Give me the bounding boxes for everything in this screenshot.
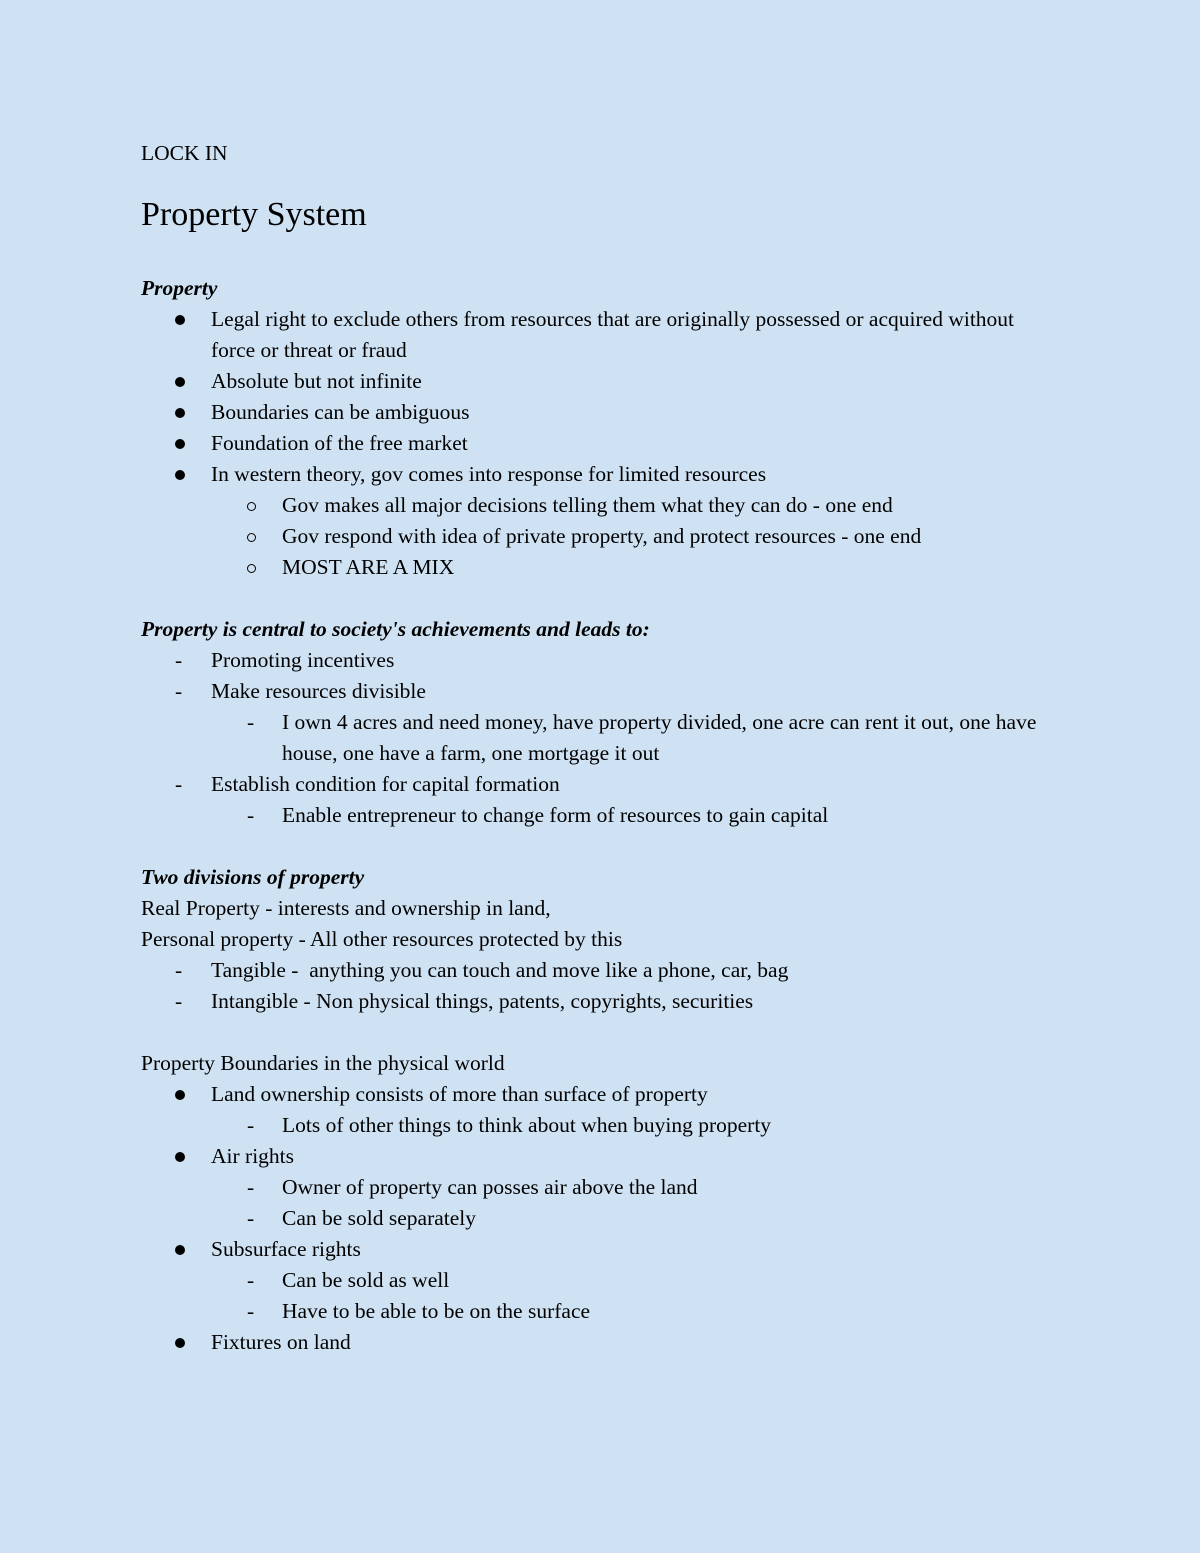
bullet-circle-icon [247, 564, 256, 573]
divisions-list [141, 955, 1081, 1017]
bullet-circle-icon [247, 502, 256, 511]
list-item-text: Can be sold separately [282, 1206, 477, 1230]
spacer [141, 831, 1081, 862]
list-item [141, 521, 1081, 552]
document-page [141, 138, 1081, 1358]
dash-bullet-icon: - [247, 1299, 255, 1323]
list-item-text: Land ownership consists of more than surface of property [211, 1082, 708, 1106]
bullet-dot-icon [175, 1245, 185, 1255]
list-item [141, 955, 1081, 986]
header-label: LOCK IN [141, 141, 228, 165]
page-title: Property System [141, 196, 367, 233]
central-heading: Property is central to society's achievements and leads to: [141, 617, 650, 641]
list-item [141, 397, 1081, 428]
dash-bullet-icon: - [247, 1268, 255, 1292]
list-item-text: Owner of property can posses air above the land [282, 1175, 698, 1199]
real-property-text: Real Property - interests and ownership in land, [141, 896, 551, 920]
list-item [141, 1296, 1081, 1327]
list-item [141, 1079, 1081, 1110]
bullet-dot-icon [175, 1338, 185, 1348]
list-item [141, 428, 1081, 459]
list-item [141, 459, 1081, 490]
spacer [141, 1017, 1081, 1048]
dash-bullet-icon: - [247, 1206, 255, 1230]
dash-bullet-icon: - [175, 648, 183, 672]
list-item [141, 800, 1081, 831]
list-item [141, 1203, 1081, 1234]
list-item-text: Boundaries can be ambiguous [211, 400, 470, 424]
list-item [141, 1265, 1081, 1296]
personal-property-text: Personal property - All other resources protected by this [141, 927, 623, 951]
list-item [141, 552, 1081, 583]
list-item [141, 366, 1081, 397]
list-item [141, 986, 1081, 1017]
list-item-text: Fixtures on land [211, 1330, 351, 1354]
list-item [141, 645, 1081, 676]
bullet-dot-icon [175, 439, 185, 449]
central-list [141, 645, 1081, 831]
dash-bullet-icon: - [247, 1175, 255, 1199]
list-item-text: Gov makes all major decisions telling them what they can do - one end [282, 493, 893, 517]
bullet-dot-icon [175, 1152, 185, 1162]
list-item-text: Establish condition for capital formation [211, 772, 560, 796]
list-item [141, 676, 1081, 707]
list-item [141, 1110, 1081, 1141]
list-item-text: Promoting incentives [211, 648, 395, 672]
dash-bullet-icon: - [175, 679, 183, 703]
list-item-text: Subsurface rights [211, 1237, 361, 1261]
list-item-text: Air rights [211, 1144, 295, 1168]
list-item-text: Absolute but not infinite [211, 369, 422, 393]
list-item-text: I own 4 acres and need money, have property divided, one acre can rent it out, one have house, one have a farm, one mortgage it out [282, 710, 1037, 765]
boundaries-heading: Property Boundaries in the physical world [141, 1051, 505, 1075]
property-heading: Property [141, 276, 218, 300]
property-bullet-list [141, 304, 1081, 583]
list-item [141, 769, 1081, 800]
list-item [141, 1141, 1081, 1172]
list-item-text: Gov respond with idea of private property, and protect resources - one end [282, 524, 922, 548]
dash-bullet-icon: - [175, 989, 183, 1013]
dash-bullet-icon: - [175, 772, 183, 796]
bullet-dot-icon [175, 408, 185, 418]
list-item-text: Lots of other things to think about when buying property [282, 1113, 772, 1137]
dash-bullet-icon: - [247, 1113, 255, 1137]
list-item-text: Legal right to exclude others from resources that are originally possessed or acquired without force or threat or fraud [211, 307, 1015, 362]
list-item-text: Make resources divisible [211, 679, 426, 703]
bullet-dot-icon [175, 1090, 185, 1100]
dash-bullet-icon: - [247, 710, 255, 734]
boundaries-list [141, 1079, 1081, 1358]
list-item-text: In western theory, gov comes into response for limited resources [211, 462, 767, 486]
spacer [141, 583, 1081, 614]
divisions-heading: Two divisions of property [141, 865, 365, 889]
list-item-text: MOST ARE A MIX [282, 555, 455, 579]
list-item [141, 490, 1081, 521]
list-item-text: Enable entrepreneur to change form of resources to gain capital [282, 803, 829, 827]
list-item-text: Tangible - anything you can touch and move like a phone, car, bag [211, 958, 789, 982]
dash-bullet-icon: - [175, 958, 183, 982]
bullet-dot-icon [175, 315, 185, 325]
bullet-circle-icon [247, 533, 256, 542]
list-item [141, 304, 1081, 366]
list-item-text: Foundation of the free market [211, 431, 468, 455]
list-item-text: Intangible - Non physical things, patents, copyrights, securities [211, 989, 754, 1013]
list-item [141, 1172, 1081, 1203]
list-item [141, 1327, 1081, 1358]
list-item-text: Can be sold as well [282, 1268, 450, 1292]
bullet-dot-icon [175, 470, 185, 480]
list-item [141, 707, 1081, 769]
bullet-dot-icon [175, 377, 185, 387]
list-item [141, 1234, 1081, 1265]
dash-bullet-icon: - [247, 803, 255, 827]
list-item-text: Have to be able to be on the surface [282, 1299, 591, 1323]
